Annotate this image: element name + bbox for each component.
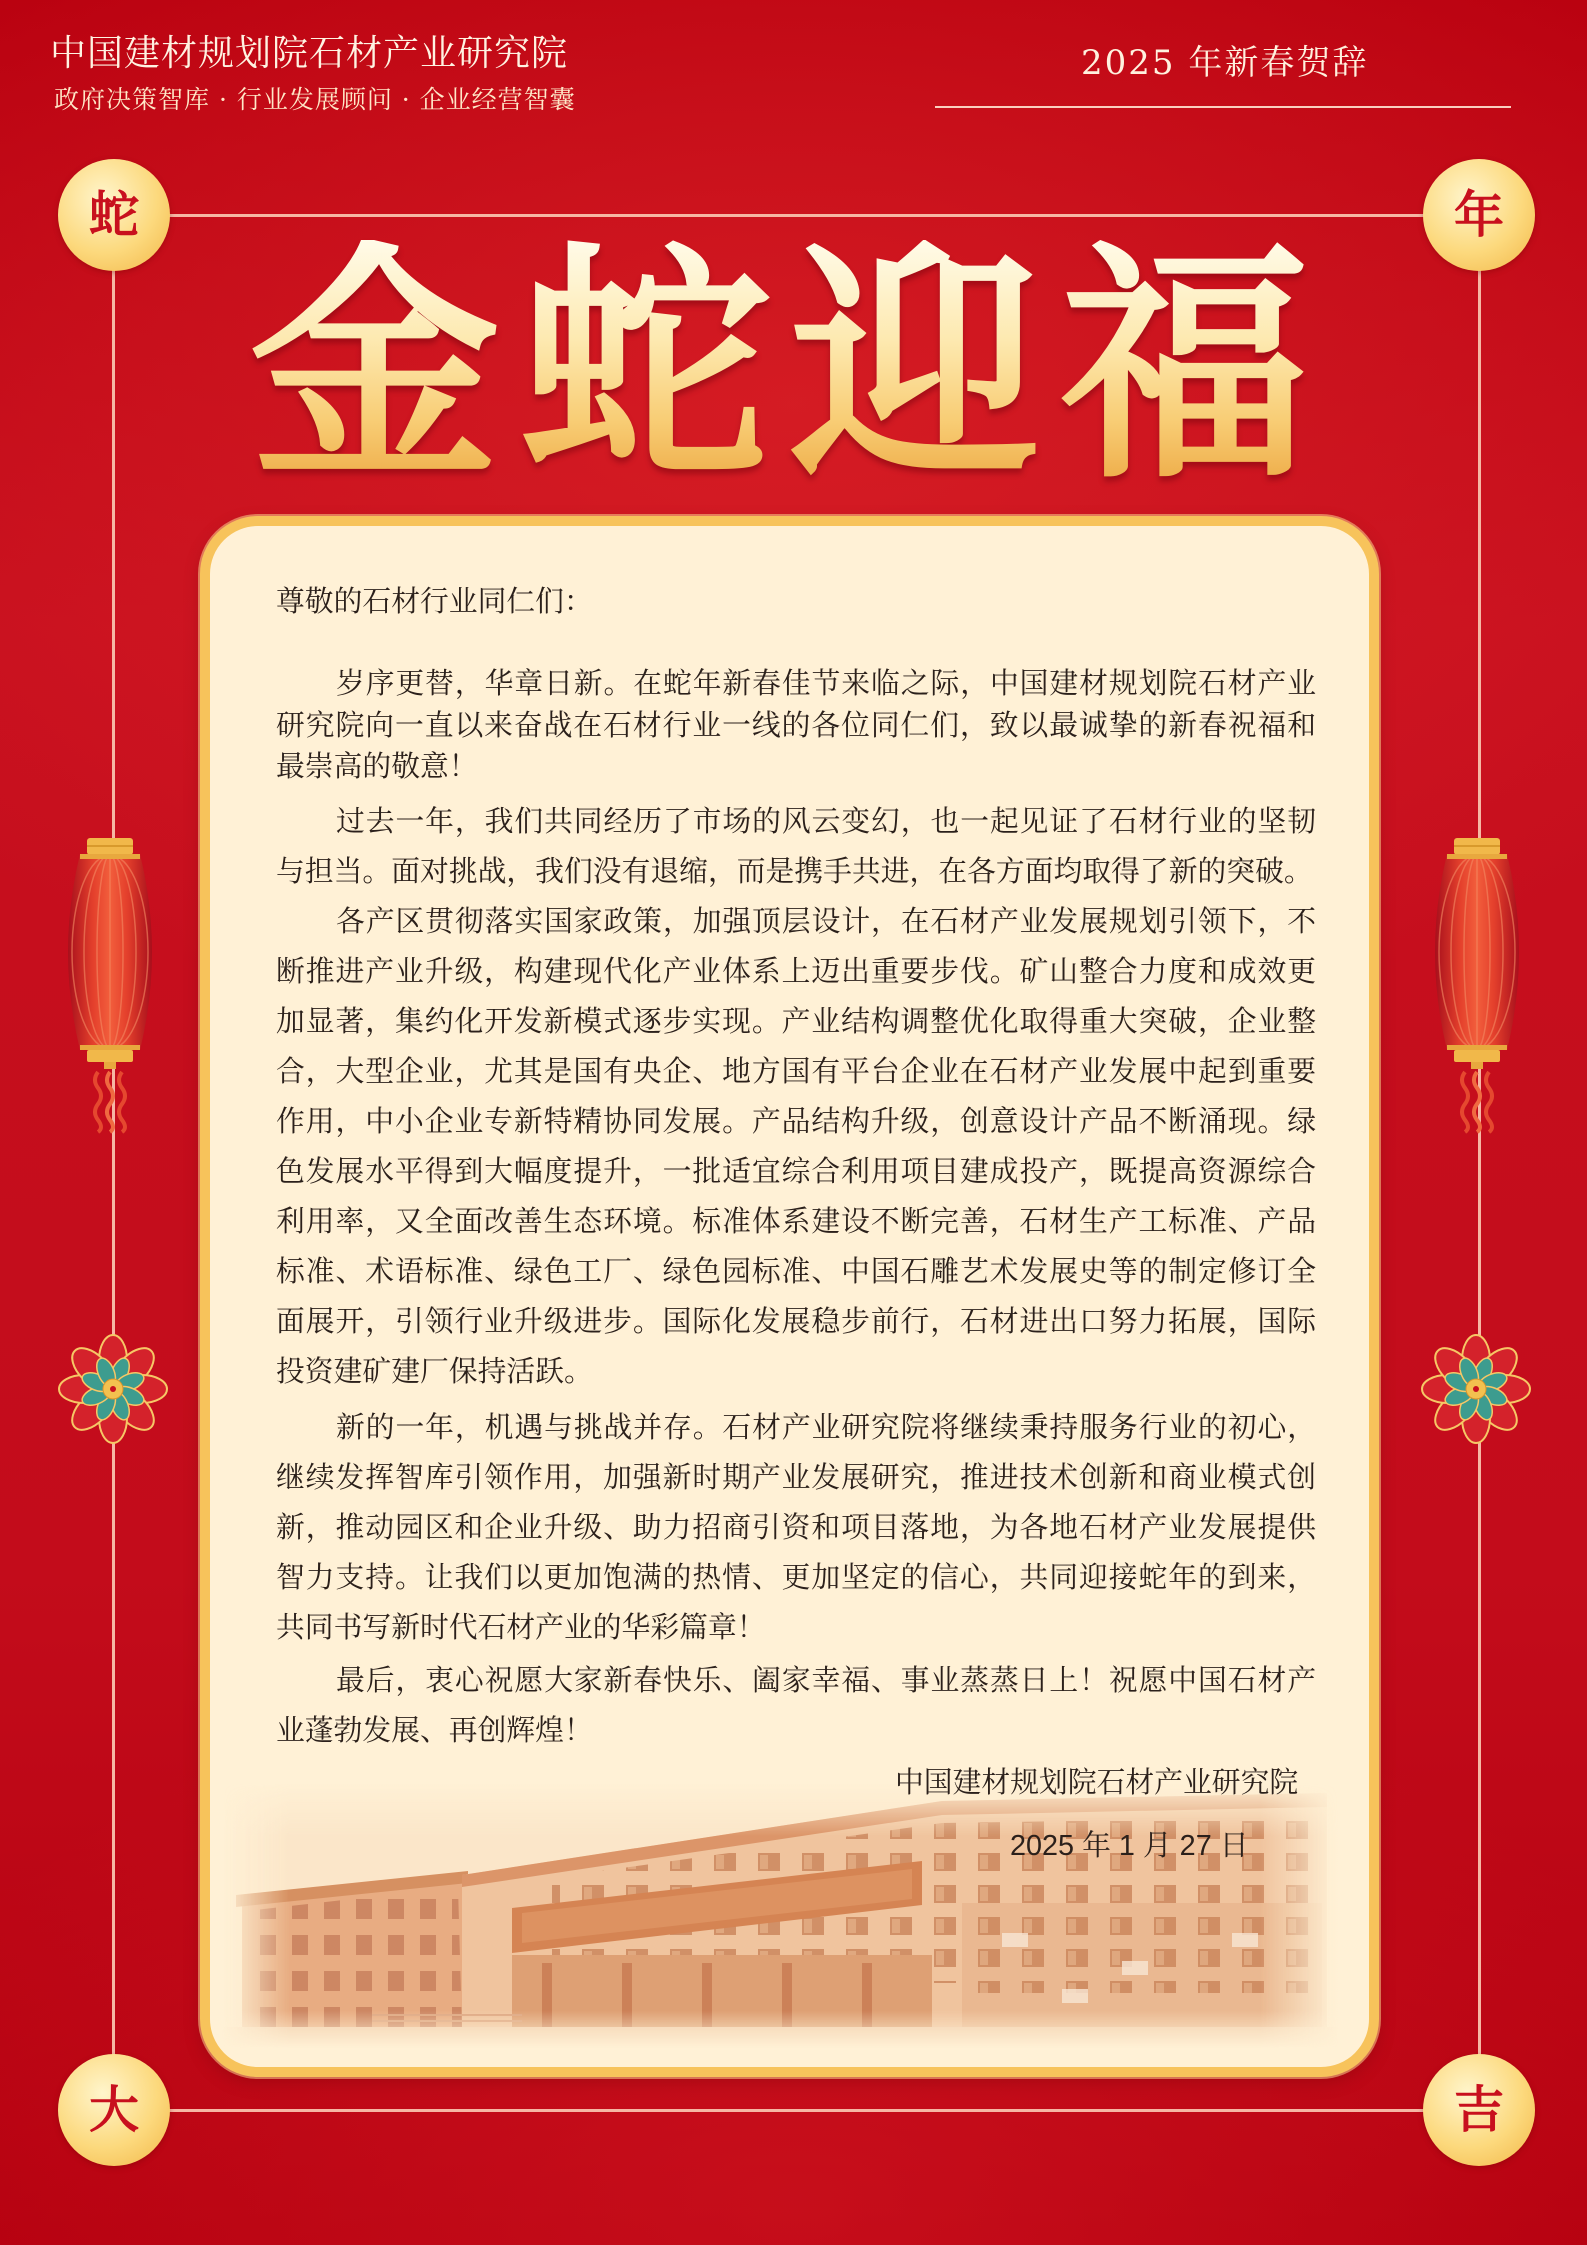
paragraph-line: 共同书写新时代石材产业的华彩篇章！ xyxy=(276,1612,766,1644)
paragraph-line: 加显著，集约化开发新模式逐步实现。产业结构调整优化取得重大突破，企业整 xyxy=(276,1006,1316,1038)
paragraph-line: 合，大型企业，尤其是国有央企、地方国有平台企业在石材产业发展中起到重要 xyxy=(276,1056,1316,1088)
paragraph-line: 新的一年，机遇与挑战并存。石材产业研究院将继续秉持服务行业的初心， xyxy=(336,1412,1316,1444)
letter-panel xyxy=(200,516,1379,2077)
occasion-title: 2025 年新春贺辞 xyxy=(1081,43,1369,83)
corner-badge-char: 蛇 xyxy=(89,185,139,244)
paragraph-line: 面展开，引领行业升级进步。国际化发展稳步前行，石材进出口努力拓展，国际 xyxy=(276,1306,1316,1338)
lantern-icon xyxy=(60,838,160,1138)
paragraph-line: 利用率，又全面改善生态环境。标准体系建设不断完善，石材生产工标准、产品 xyxy=(276,1206,1316,1238)
corner-badge-top-left xyxy=(58,159,170,271)
organization-tagline: 政府决策智库 · 行业发展顾问 · 企业经营智囊 xyxy=(54,85,576,114)
paragraph-line: 与担当。面对挑战，我们没有退缩，而是携手共进，在各方面均取得了新的突破。 xyxy=(276,856,1313,888)
letter-paragraph xyxy=(276,797,1316,897)
frame-line-top xyxy=(113,214,1479,217)
paragraph-line: 最崇高的敬意！ xyxy=(276,751,478,783)
paragraph-line: 色发展水平得到大幅度提升，一批适宜综合利用项目建成投产，既提高资源综合 xyxy=(276,1156,1316,1188)
letter-signature: 中国建材规划院石材产业研究院 xyxy=(895,1767,1299,1799)
letter-paragraph xyxy=(276,897,1316,1397)
letter-body xyxy=(276,577,1316,1756)
paragraph-line: 继续发挥智库引领作用，加强新时期产业发展研究，推进技术创新和商业模式创 xyxy=(276,1462,1316,1494)
corner-badge-bottom-left xyxy=(58,2054,170,2166)
corner-badge-bottom-right xyxy=(1423,2054,1535,2166)
frame-line-right xyxy=(1478,214,1481,2112)
main-title: 金蛇迎福 xyxy=(250,218,1330,512)
letter-paragraph xyxy=(276,1403,1316,1653)
corner-badge-char: 大 xyxy=(89,2080,139,2139)
paragraph-line: 过去一年，我们共同经历了市场的风云变幻，也一起见证了石材行业的坚韧 xyxy=(336,806,1316,838)
paragraph-line: 作用，中小企业专新特精协同发展。产品结构升级，创意设计产品不断涌现。绿 xyxy=(276,1106,1316,1138)
paragraph-line: 新，推动园区和企业升级、助力招商引资和项目落地，为各地石材产业发展提供 xyxy=(276,1512,1316,1544)
flower-icon xyxy=(1421,1334,1531,1444)
frame-line-left xyxy=(112,214,115,2112)
paragraph-line: 岁序更替，华章日新。在蛇年新春佳节来临之际，中国建材规划院石材产业 xyxy=(336,668,1316,700)
frame-line-bottom xyxy=(113,2109,1479,2112)
corner-badge-char: 年 xyxy=(1454,185,1504,244)
corner-badge-top-right xyxy=(1423,159,1535,271)
paragraph-line: 业蓬勃发展、再创辉煌！ xyxy=(276,1715,593,1747)
lantern-icon xyxy=(1427,838,1527,1138)
letter-date: 2025 年 1 月 27 日 xyxy=(1010,1830,1249,1862)
organization-name: 中国建材规划院石材产业研究院 xyxy=(50,33,569,74)
paragraph-line: 标准、术语标准、绿色工厂、绿色园标准、中国石雕艺术发展史等的制定修订全 xyxy=(276,1256,1316,1288)
letter-greeting: 尊敬的石材行业同仁们： xyxy=(276,586,593,618)
letter-paragraph xyxy=(276,1656,1316,1756)
corner-badge-char: 吉 xyxy=(1454,2080,1504,2139)
paragraph-line: 智力支持。让我们以更加饱满的热情、更加坚定的信心，共同迎接蛇年的到来， xyxy=(276,1562,1316,1594)
paragraph-line: 研究院向一直以来奋战在石材行业一线的各位同仁们，致以最诚挚的新春祝福和 xyxy=(276,709,1316,742)
paragraph-line: 各产区贯彻落实国家政策，加强顶层设计，在石材产业发展规划引领下，不 xyxy=(336,906,1316,938)
paragraph-line: 投资建矿建厂保持活跃。 xyxy=(276,1356,593,1388)
paragraph-line: 断推进产业升级，构建现代化产业体系上迈出重要步伐。矿山整合力度和成效更 xyxy=(276,956,1316,988)
letter-paragraph xyxy=(276,664,1316,789)
paragraph-line: 最后，衷心祝愿大家新春快乐、阖家幸福、事业蒸蒸日上！祝愿中国石材产 xyxy=(336,1665,1316,1697)
flower-icon xyxy=(58,1334,168,1444)
header-divider xyxy=(935,106,1511,108)
